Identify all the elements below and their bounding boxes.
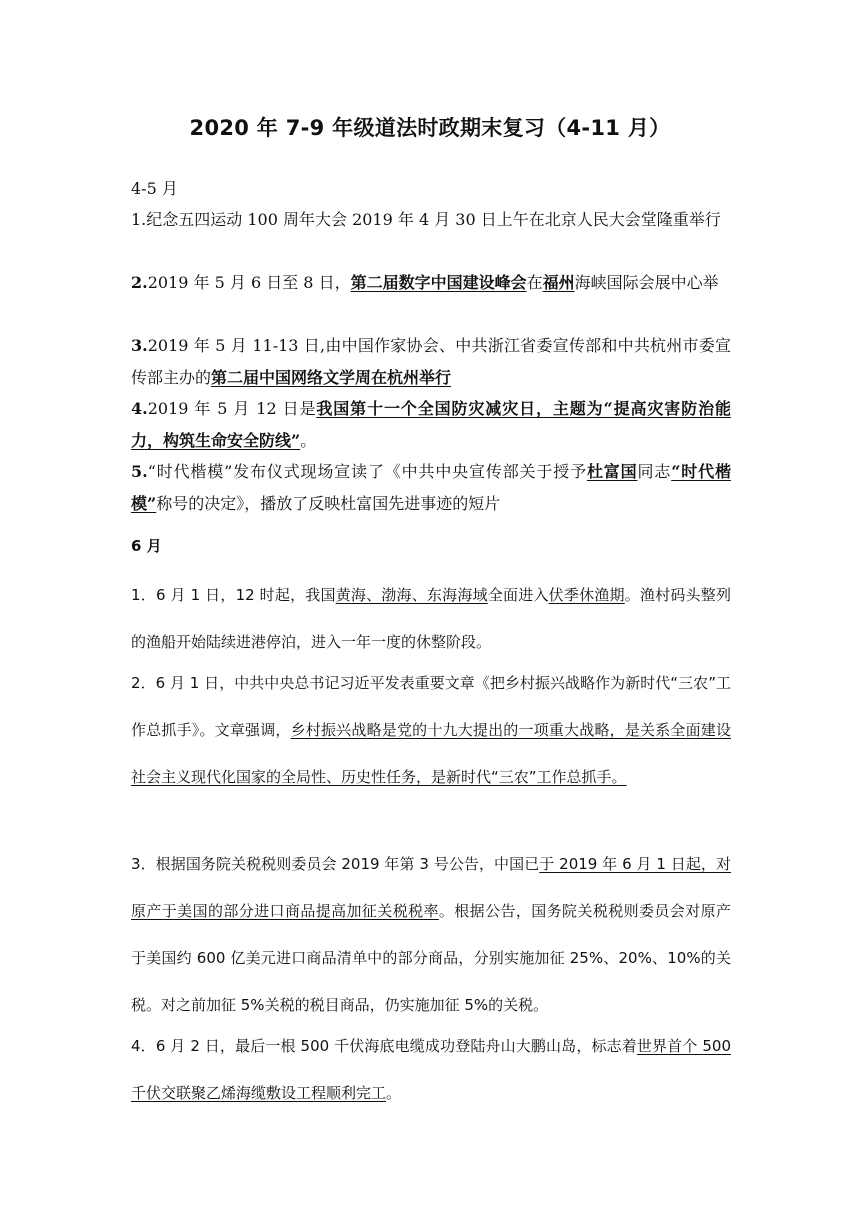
- item-number: 3.: [131, 336, 148, 355]
- item-text: 。根据公告，国务院关税税则委员会对原产于美国约 600 亿美元进口商品清单中的部分商品，分别实施加征 25%、20%、10%的关税。对之前加征 5%关税的税目商品，仍实施加征 5%的关税。: [131, 902, 731, 1014]
- item-text: 。: [300, 430, 317, 450]
- item-text: 称号的决定》，播放了反映杜富国先进事迹的短片: [156, 493, 501, 513]
- tariff-text: 于 2019 年 6 月 1 日起，对原产于美国的部分进口商品提高加征关税税率: [131, 855, 731, 920]
- cable-project-text: 世界首个 500 千伏交联聚乙烯海缆敷设工程顺利完工: [131, 1037, 731, 1102]
- item-text: 2019 年 5 月 6 日至 8 日，: [147, 273, 351, 292]
- item-6-1: [131, 572, 731, 666]
- item-4-5-1: 1.纪念五四运动 100 周年大会 2019 年 4 月 30 日上午在北京人民大会堂隆重举行: [131, 210, 721, 229]
- item-text: 2019 年 5 月 11-13 日,由中国作家协会、中共浙江省委宣传部和中共杭州市委宣传部主办的: [131, 336, 731, 387]
- item-text: 全面进入: [487, 586, 549, 604]
- fishing-ban-period: 伏季休渔期: [548, 586, 625, 604]
- item-4-5-3: [131, 330, 731, 393]
- item-text: 2019 年 5 月 12 日是: [147, 399, 317, 418]
- item-number: 5.: [131, 462, 148, 481]
- summit-name: 第二届数字中国建设峰会: [350, 273, 527, 292]
- item-text: 2．6 月 1 日，中共中央总书记习近平发表重要文章《把乡村振兴战略作为新时代“三农”工作总抓手》。文章强调，: [131, 674, 731, 739]
- honor-title: “时代楷模”: [131, 462, 731, 513]
- item-text: 3．根据国务院关税税则委员会 2019 年第 3 号公告，中国已: [131, 855, 540, 873]
- item-6-4: [131, 1023, 731, 1117]
- item-text: 。: [386, 1084, 402, 1102]
- item-text: 1．6 月 1 日，12 时起，我国: [131, 586, 336, 604]
- city-name: 福州: [542, 273, 575, 292]
- section-4-5-heading: 4-5 月: [131, 179, 178, 198]
- item-text: 4．6 月 2 日，最后一根 500 千伏海底电缆成功登陆舟山大鹏山岛，标志着: [131, 1037, 637, 1055]
- item-text: 在: [526, 273, 543, 292]
- section-6-heading: 6 月: [131, 537, 162, 555]
- item-6-2: [131, 660, 731, 801]
- sea-areas: 黄海、渤海、东海海域: [335, 586, 488, 604]
- item-text: 同志: [637, 462, 672, 481]
- event-name: 第二届中国网络文学周在杭州举行: [211, 367, 452, 387]
- item-text: 。渔村码头整列的渔船开始陆续进港停泊，进入一年一度的休整阶段。: [131, 586, 731, 651]
- item-text: 海峡国际会展中心举: [574, 273, 719, 292]
- item-number: 2.: [131, 273, 148, 292]
- item-text: “时代楷模”发布仪式现场宣读了《中共中央宣传部关于授予: [147, 462, 587, 481]
- item-6-3: [131, 841, 731, 1029]
- document-title: 2020 年 7-9 年级道法时政期末复习（4-11 月）: [189, 116, 671, 140]
- person-name: 杜富国: [586, 462, 638, 481]
- item-4-5-2: [131, 267, 731, 299]
- item-4-5-5: [131, 456, 731, 519]
- item-4-5-4: [131, 393, 731, 456]
- rural-strategy-text: 乡村振兴战略是党的十九大提出的一项重大战略，是关系全面建设社会主义现代化国家的全局性、历史性任务，是新时代“三农”工作总抓手。: [131, 721, 731, 786]
- theme-text: 我国第十一个全国防灾减灾日，主题为“提高灾害防治能力，构筑生命安全防线”: [131, 399, 731, 450]
- item-number: 4.: [131, 399, 148, 418]
